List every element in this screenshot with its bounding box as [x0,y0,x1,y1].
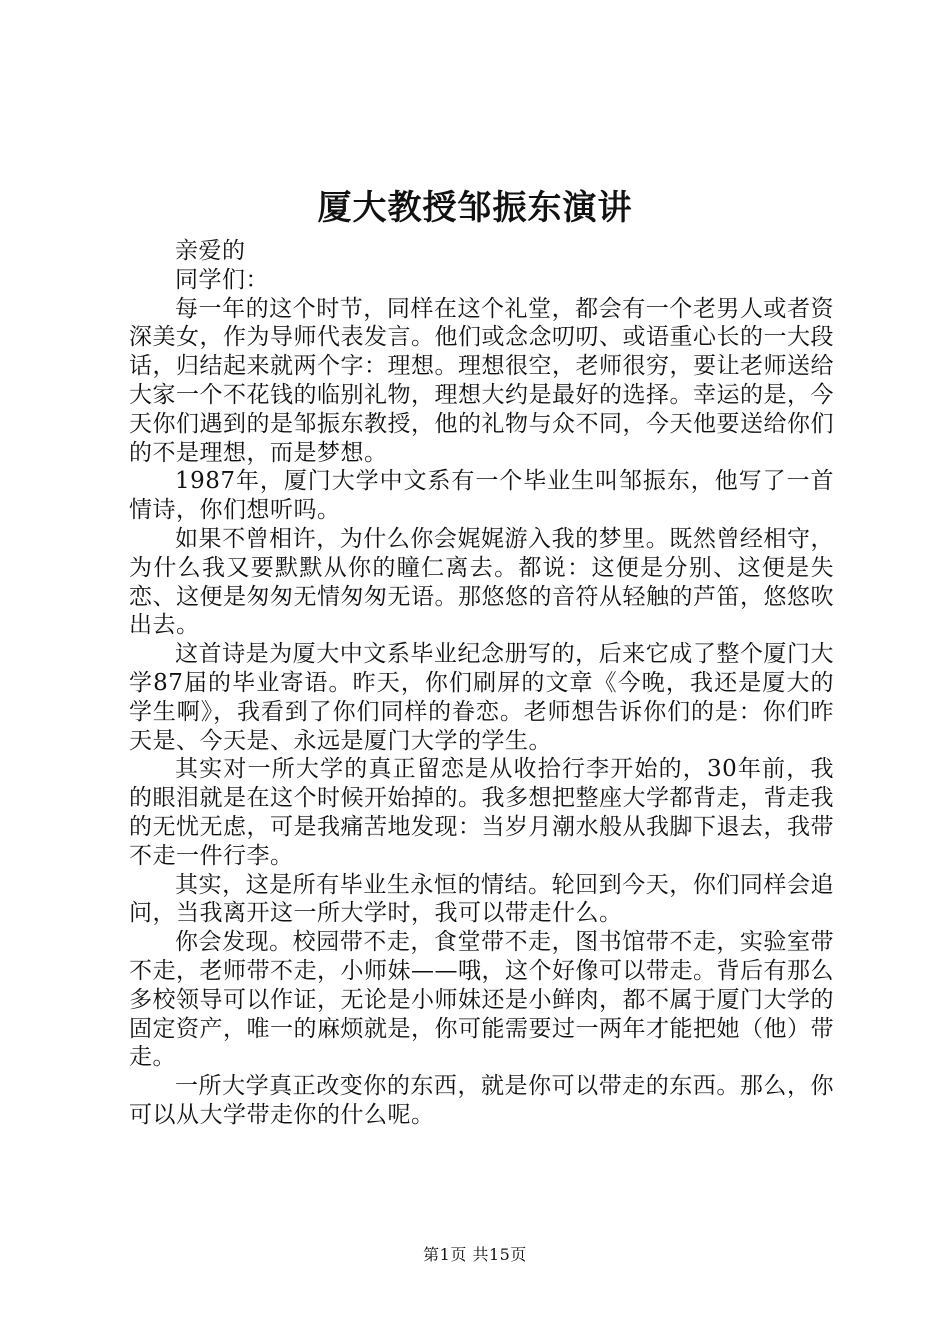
paragraph: 每一年的这个时节，同样在这个礼堂，都会有一个老男人或者资深美女，作为导师代表发言。他们或念念叨叨、或语重心长的一大段话，归结起来就两个字：理想。理想很空，老师很穷，要让老师送给大家一个不花钱的临别礼物，理想大约是最好的选择。幸运的是，今天你们遇到的是邹振东教授，他的礼物与众不同，今天他要送给你们的不是理想，而是梦想。 [129,295,834,466]
speech-body [129,237,834,1130]
page-title: 厦大教授邹振东演讲 [317,188,633,228]
paragraph: 1987年，厦门大学中文系有一个毕业生叫邹振东，他写了一首情诗，你们想听吗。 [129,468,834,524]
page-number-footer: 第1页 共15页 [423,1245,527,1264]
salutation-line-1: 亲爱的 [175,238,246,264]
paragraph: 你会发现。校园带不走，食堂带不走，图书馆带不走，实验室带不走，老师带不走，小师妹——哦，这个好像可以带走。背后有那么多校领导可以作证，无论是小师妹还是小鲜肉，都不属于厦门大学的固定资产，唯一的麻烦就是，你可能需要过一两年才能把她（他）带走。 [129,929,834,1071]
paragraph: 其实，这是所有毕业生永恒的情结。轮回到今天，你们同样会追问，当我离开这一所大学时，我可以带走什么。 [129,871,834,927]
paragraph: 这首诗是为厦大中文系毕业纪念册写的，后来它成了整个厦门大学87届的毕业寄语。昨天，你们刷屏的文章《今晚，我还是厦大的学生啊》，我看到了你们同样的眷恋。老师想告诉你们的是：你们昨天是、今天是、永远是厦门大学的学生。 [129,641,834,754]
paragraph: 一所大学真正改变你的东西，就是你可以带走的东西。那么，你可以从大学带走你的什么呢。 [129,1073,834,1128]
paragraph: 如果不曾相许，为什么你会娓娓游入我的梦里。既然曾经相守，为什么我又要默默从你的瞳仁离去。都说：这便是分别、这便是失恋、这便是匆匆无情匆匆无语。那悠悠的音符从轻触的芦笛，悠悠吹出去。 [129,525,834,639]
paragraph: 其实对一所大学的真正留恋是从收拾行李开始的，30年前，我的眼泪就是在这个时候开始掉的。我多想把整座大学都背走，背走我的无忧无虑，可是我痛苦地发现：当岁月潮水般从我脚下退去，我带不走一件行李。 [129,756,834,869]
salutation-line-2: 同学们： [175,266,269,293]
